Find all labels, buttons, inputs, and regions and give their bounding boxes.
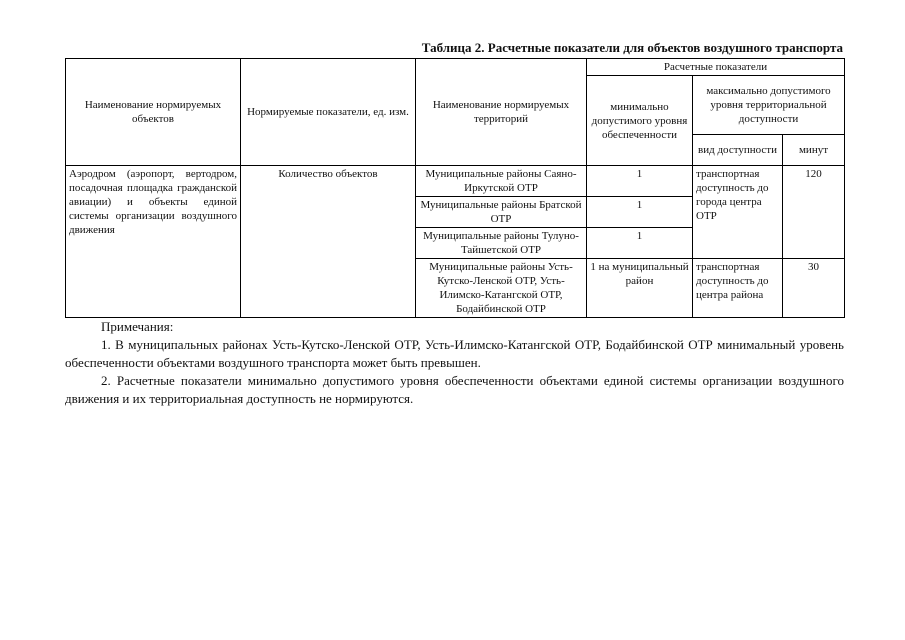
note-item: 1. В муниципальных районах Усть-Кутско-Ленской ОТР, Усть-Илимско-Катангской ОТР, Бодайбинской ОТР минимальный уровень обеспеченности объектами воздушного транспорта может быть превышен. [65, 337, 844, 370]
notes-section [65, 318, 844, 408]
table-row [66, 166, 845, 197]
note-item: 2. Расчетные показатели минимально допустимого уровня обеспеченности объектами единой системы организации воздушного движения и их территориальная доступность не нормируются. [65, 373, 844, 406]
minutes-cell: 120 [783, 166, 845, 259]
header-min-level: минимально допустимого уровня обеспеченности [587, 76, 693, 166]
min-level-cell: 1 на муниципальный район [587, 259, 693, 318]
header-calc: Расчетные показатели [587, 59, 845, 76]
territory-cell: Муниципальные районы Тулуно-Тайшетской ОТР [416, 228, 587, 259]
indicators-table [65, 58, 845, 318]
territory-cell: Муниципальные районы Братской ОТР [416, 197, 587, 228]
access-type-cell: транспортная доступность до центра района [693, 259, 783, 318]
min-level-cell: 1 [587, 197, 693, 228]
indicator-cell: Количество объектов [241, 166, 416, 318]
header-object: Наименование нормируемых объектов [66, 59, 241, 166]
header-indicator: Нормируемые показатели, ед. изм. [241, 59, 416, 166]
header-territory: Наименование нормируемых территорий [416, 59, 587, 166]
table-title: Таблица 2. Расчетные показатели для объектов воздушного транспорта [421, 40, 843, 55]
object-cell: Аэродром (аэропорт, вертодром, посадочная площадка гражданской авиации) и объекты единой системы организации воздушного движения [66, 166, 241, 318]
minutes-cell: 30 [783, 259, 845, 318]
header-access-type: вид доступности [693, 135, 783, 166]
territory-cell: Муниципальные районы Усть-Кутско-Ленской ОТР, Усть-Илимско-Катангской ОТР, Бодайбинской ОТР [416, 259, 587, 318]
min-level-cell: 1 [587, 228, 693, 259]
header-minutes: минут [783, 135, 845, 166]
min-level-cell: 1 [587, 166, 693, 197]
header-row-1 [66, 59, 845, 76]
header-max-access: максимально допустимого уровня территориальной доступности [693, 76, 845, 135]
access-type-cell: транспортная доступность до города центра ОТР [693, 166, 783, 259]
territory-cell: Муниципальные районы Саяно-Иркутской ОТР [416, 166, 587, 197]
notes-heading: Примечания: [101, 319, 174, 334]
